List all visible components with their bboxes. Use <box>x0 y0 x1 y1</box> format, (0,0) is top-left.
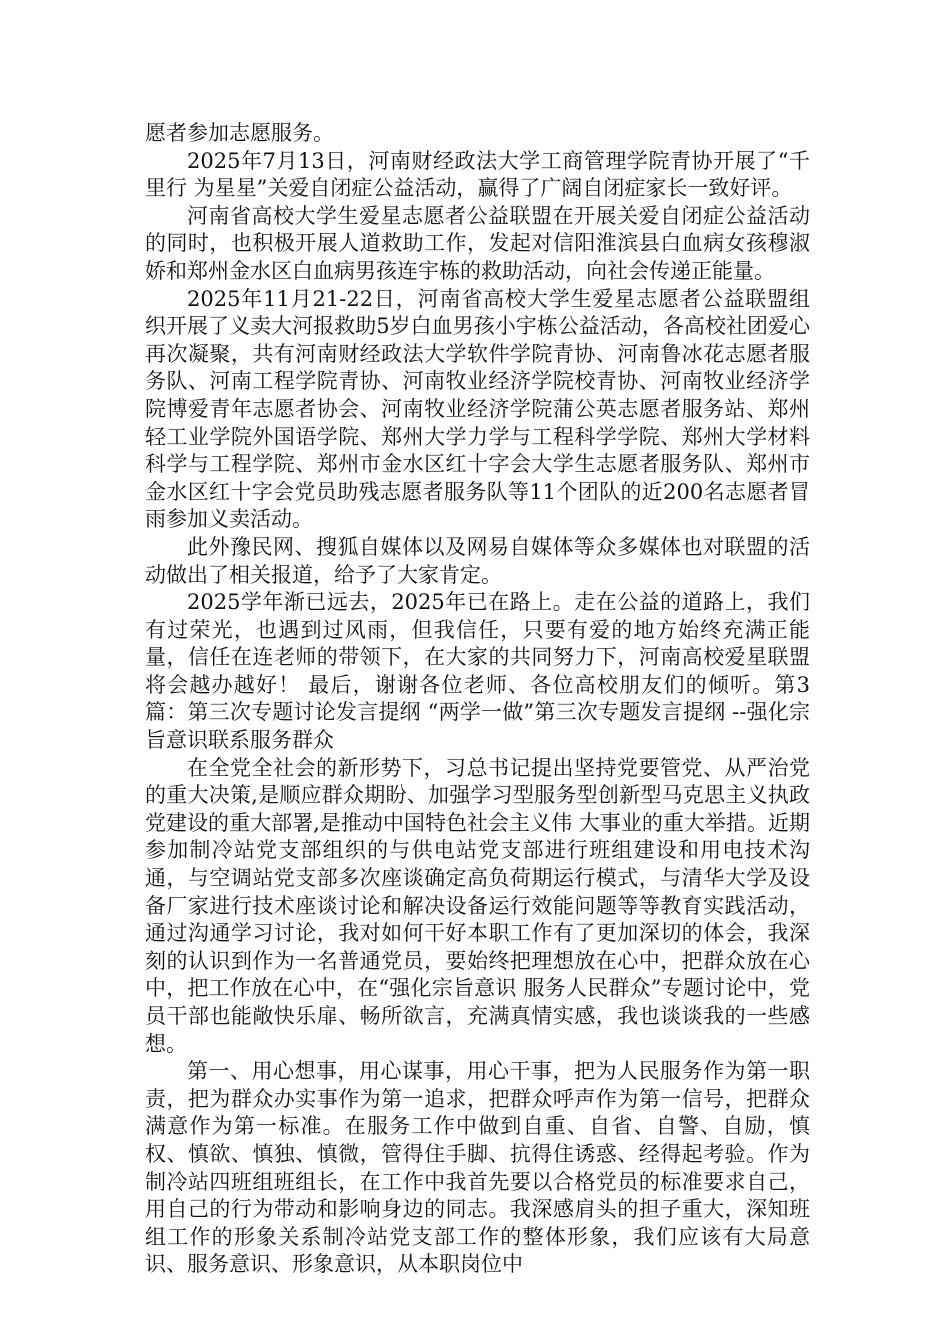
paragraph: 第一、用心想事，用心谋事，用心干事，把为人民服务作为第一职责，把为群众办实事作为第一追求，把群众呼声作为第一信号，把群众满意作为第一标准。在服务工作中做到自重、自省、自警、自励，慎权、慎欲、慎独、慎微，管得住手脚、抗得住诱惑、经得起考验。作为制冷站四班组班组长，在工作中我首先要以合格党员的标准要求自己，用自己的行为带动和影响身边的同志。我深感肩头的担子重大，深知班组工作的形象关系制冷站党支部工作的整体形象，我们应该有大局意识、服务意识、形象意识，从本职岗位中 <box>145 1059 810 1277</box>
paragraph: 河南省高校大学生爱星志愿者公益联盟在开展关爱自闭症公益活动的同时，也积极开展人道救助工作，发起对信阳淮滨县白血病女孩穆淑娇和郑州金水区白血病男孩连宇栋的救助活动，向社会传递正能量。 <box>145 203 810 283</box>
paragraph: 此外豫民网、搜狐自媒体以及网易自媒体等众多媒体也对联盟的活动做出了相关报道，给予了大家肯定。 <box>145 534 810 587</box>
paragraph: 2025年11月21-22日，河南省高校大学生爱星志愿者公益联盟组织开展了义卖大河报救助5岁白血男孩小宇栋公益活动，各高校社团爱心再次凝聚，共有河南财经政法大学软件学院青协、河南鲁冰花志愿者服务队、河南工程学院青协、河南牧业经济学院校青协、河南牧业经济学院博爱青年志愿者协会、河南牧业经济学院蒲公英志愿者服务站、郑州轻工业学院外国语学院、郑州大学力学与工程科学学院、郑州大学材料科学与工程学院、郑州市金水区红十字会大学生志愿者服务队、郑州市金水区红十字会党员助残志愿者服务队等11个团队的近200名志愿者冒雨参加义卖活动。 <box>145 286 810 532</box>
paragraph: 2025学年渐已远去，2025年已在路上。走在公益的道路上，我们有过荣光，也遇到过风雨，但我信任，只要有爱的地方始终充满正能量，信任在连老师的带领下，在大家的共同努力下，河南高校爱星联盟将会越办越好！ 最后，谢谢各位老师、各位高校朋友们的倾听。第3篇：第三次专题讨论发言提纲 “两学一做”第三次专题发言提纲 --强化宗旨意识联系服务群众 <box>145 590 810 753</box>
document-body <box>145 120 810 1279</box>
paragraph: 2025年7月13日，河南财经政法大学工商管理学院青协开展了“千里行 为星星”关爱自闭症公益活动，赢得了广阔自闭症家长一致好评。 <box>145 148 810 201</box>
paragraph-continuation: 愿者参加志愿服务。 <box>145 121 334 145</box>
paragraph: 在全党全社会的新形势下，习总书记提出坚持党要管党、从严治党的重大决策,是顺应群众期盼、加强学习型服务型创新型马克思主义执政党建设的重大部署,是推动中国特色社会主义伟 大事业的重大举措。近期参加制冷站党支部组织的与供电站党支部进行班组建设和用电技术沟通，与空调站党支部多次座谈确定高负荷期运行模式，与清华大学及设备厂家进行技术座谈讨论和解决设备运行效能问题等等教育实践活动，通过沟通学习讨论，我对如何干好本职工作有了更加深切的体会，我深刻的认识到作为一名普通党员，要始终把理想放在心中，把群众放在心中，把工作放在心中，在“强化宗旨意识 服务人民群众”专题讨论中，党员干部也能敞快乐扉、畅所欲言，充满真情实感，我也谈谈我的一些感想。 <box>145 755 810 1056</box>
